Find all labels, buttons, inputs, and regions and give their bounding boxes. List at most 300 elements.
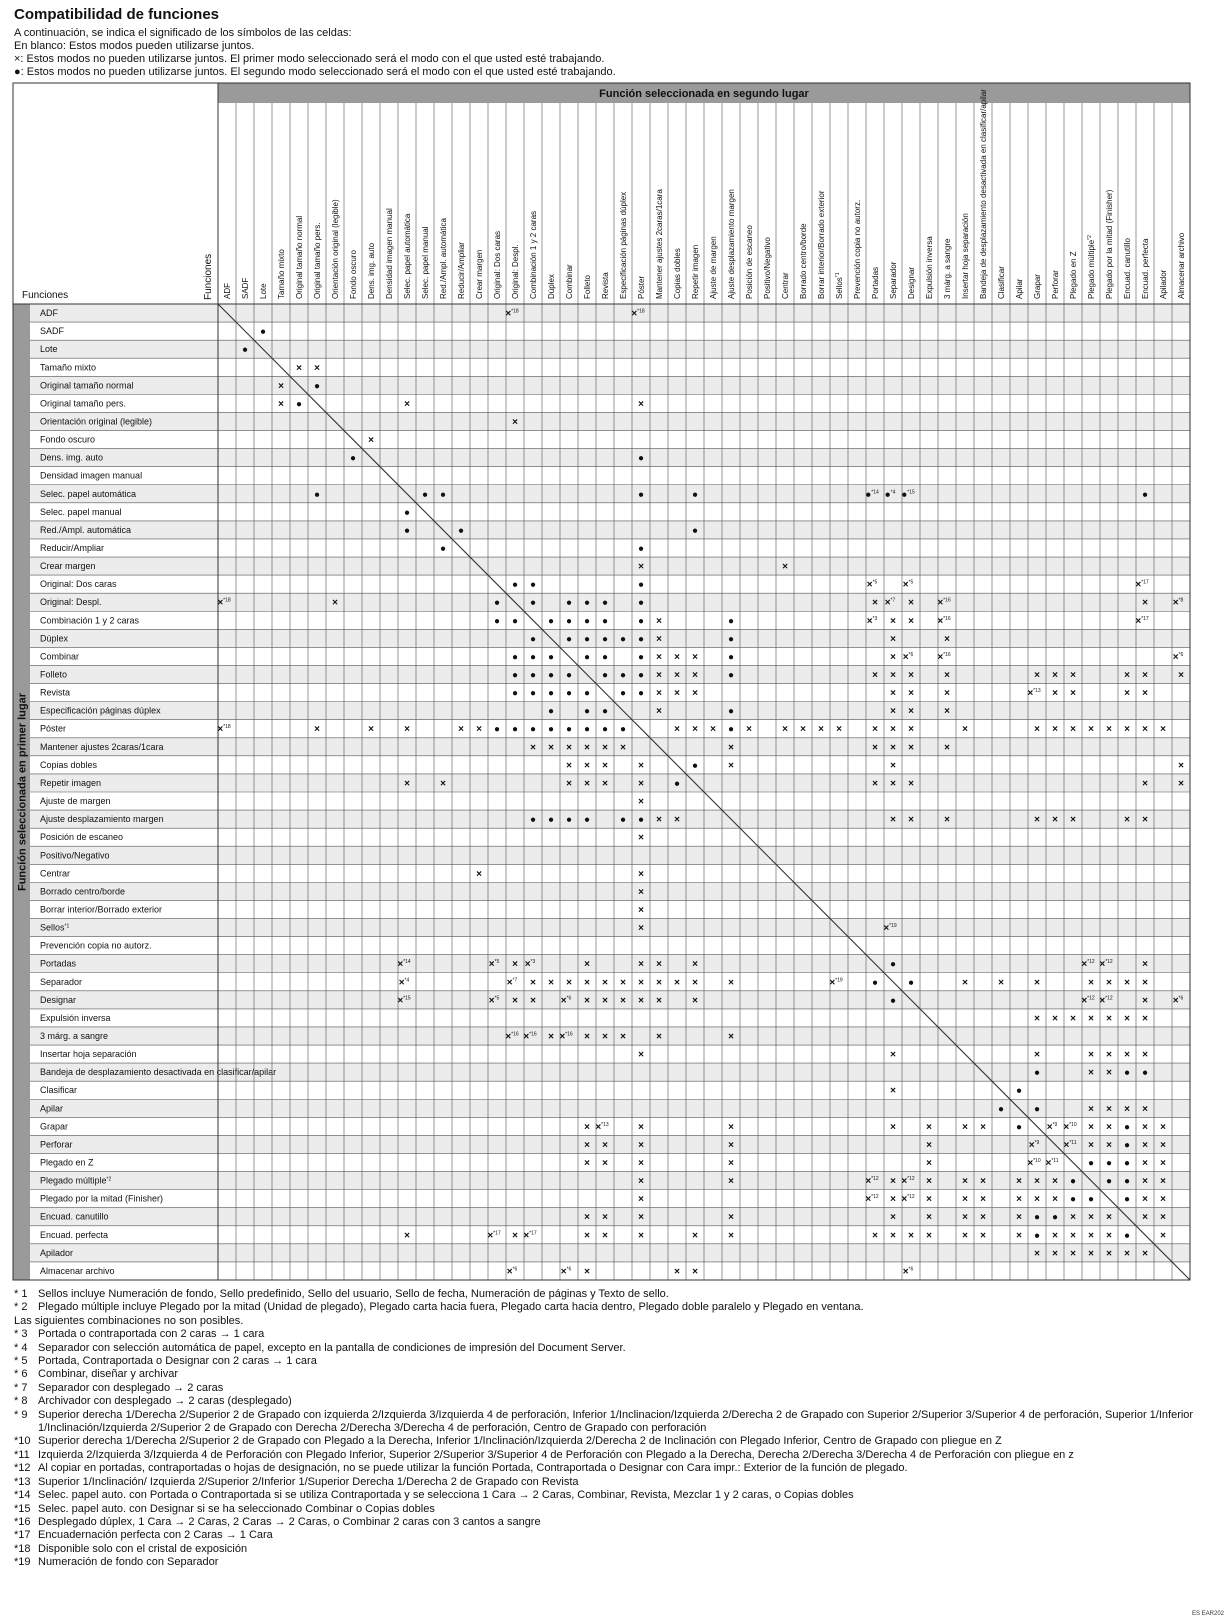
row-header-label: Ajuste de margen bbox=[40, 796, 111, 807]
matrix-cell-symbol: × bbox=[962, 977, 968, 989]
matrix-cell-symbol: × bbox=[1142, 1248, 1148, 1260]
matrix-cell-symbol: × bbox=[962, 724, 968, 736]
row-header-label: Posición de escaneo bbox=[40, 832, 124, 843]
matrix-cell-symbol: × bbox=[728, 1158, 734, 1170]
col-header-label: SADF bbox=[241, 277, 250, 299]
row-header-label: SADF bbox=[40, 326, 65, 337]
matrix-cell-symbol: ● bbox=[511, 615, 519, 627]
footnote-text: Superior 1/Inclinación/ Izquierda 2/Superior 2/Inferior 1/Superior Derecha 1/Derecha 2 de Grapado con Revista bbox=[38, 1475, 579, 1488]
matrix-cell-symbol: × bbox=[890, 670, 896, 682]
row-header-label: Original tamaño pers. bbox=[40, 398, 127, 409]
matrix-cell-symbol: × bbox=[1052, 688, 1058, 700]
row-header-label: Borrar interior/Borrado exterior bbox=[40, 904, 163, 915]
matrix-cell-symbol: × bbox=[872, 778, 878, 790]
col-header-label: Borrado centro/borde bbox=[799, 223, 808, 299]
matrix-cell-symbol: ● bbox=[1105, 1158, 1113, 1170]
matrix-cell-symbol: × bbox=[602, 742, 608, 754]
matrix-cell-symbol: × bbox=[1160, 1230, 1166, 1242]
col-header-label: Expulsión inversa bbox=[925, 236, 934, 299]
row-header-label: Folleto bbox=[40, 669, 68, 680]
matrix-cell-symbol: × bbox=[1070, 724, 1076, 736]
row-header-label: Plegado múltiple$^{*2}$ bbox=[40, 1175, 112, 1186]
matrix-cell-symbol: ×$^{*10}$ bbox=[1063, 1121, 1077, 1133]
matrix-cell-symbol: × bbox=[1106, 1121, 1112, 1133]
footnote-mark: *19 bbox=[14, 1556, 31, 1569]
matrix-cell-symbol: ×$^{*6}$ bbox=[506, 1266, 518, 1278]
matrix-cell-symbol: × bbox=[890, 706, 896, 718]
matrix-cell-symbol: ● bbox=[529, 670, 537, 682]
matrix-cell-symbol: × bbox=[584, 959, 590, 971]
matrix-cell-symbol: ×$^{*16}$ bbox=[937, 597, 951, 609]
matrix-cell-symbol: × bbox=[890, 688, 896, 700]
matrix-cell-symbol: × bbox=[404, 778, 410, 790]
matrix-cell-symbol: × bbox=[674, 1266, 680, 1278]
matrix-cell-symbol: × bbox=[1016, 1194, 1022, 1206]
row-header-label: Dúplex bbox=[40, 633, 69, 644]
matrix-cell-symbol: × bbox=[674, 688, 680, 700]
row-header-label: Separador bbox=[40, 976, 83, 987]
matrix-cell-symbol: ● bbox=[637, 543, 645, 555]
matrix-cell-symbol: × bbox=[584, 760, 590, 772]
footnote-mark: *12 bbox=[14, 1462, 31, 1475]
matrix-cell-symbol: ● bbox=[529, 814, 537, 826]
matrix-cell-symbol: × bbox=[1088, 1248, 1094, 1260]
matrix-cell-symbol: × bbox=[584, 1212, 590, 1224]
row-header-label: Apilar bbox=[40, 1103, 64, 1114]
matrix-cell-symbol: × bbox=[584, 742, 590, 754]
matrix-cell-symbol: × bbox=[908, 597, 914, 609]
matrix-cell-symbol: ×$^{*5}$ bbox=[866, 579, 878, 591]
footnote-text: Superior derecha 1/Derecha 2/Superior 2 de Grapado con Plegado a la Derecha, Inferior 1/Inclinación/Izquierda 2/Derecha 2 de Inclinación con Plegado Inferior, Centro de Grapado con pliegue en Z bbox=[38, 1435, 1002, 1448]
matrix-cell-symbol: × bbox=[890, 651, 896, 663]
matrix-cell-symbol: ● bbox=[727, 670, 735, 682]
matrix-cell-symbol: × bbox=[638, 760, 644, 772]
legend-line: ●: Estos modos no pueden utilizarse juntos. El segundo modo seleccionado será el modo con el que usted esté trabajando. bbox=[14, 66, 616, 78]
footnote-mark: * 7 bbox=[14, 1381, 28, 1394]
matrix-cell-symbol: × bbox=[1124, 670, 1130, 682]
matrix-cell-symbol: × bbox=[890, 1085, 896, 1097]
matrix-cell-symbol: × bbox=[890, 742, 896, 754]
matrix-cell-symbol: × bbox=[1106, 1013, 1112, 1025]
matrix-cell-symbol: × bbox=[926, 1139, 932, 1151]
matrix-cell-symbol: ● bbox=[1087, 1194, 1095, 1206]
matrix-cell-symbol: ● bbox=[619, 814, 627, 826]
matrix-cell-symbol: × bbox=[1160, 1212, 1166, 1224]
matrix-cell-symbol: ×$^{*11}$ bbox=[1045, 1158, 1059, 1170]
matrix-cell-symbol: ● bbox=[637, 670, 645, 682]
col-group-header: Función seleccionada en segundo lugar bbox=[599, 88, 809, 100]
matrix-cell-symbol: × bbox=[944, 814, 950, 826]
row-header-label: Dens. img. auto bbox=[40, 452, 104, 463]
matrix-cell-symbol: ×$^{*12}$ bbox=[1081, 995, 1095, 1007]
matrix-cell-symbol: × bbox=[512, 959, 518, 971]
matrix-cell-symbol: ×$^{*5}$ bbox=[902, 579, 914, 591]
matrix-cell-symbol: ● bbox=[889, 959, 897, 971]
matrix-cell-symbol: × bbox=[890, 615, 896, 627]
matrix-cell-symbol: × bbox=[1160, 1121, 1166, 1133]
footnote-text: Las siguientes combinaciones no son posibles. bbox=[14, 1314, 244, 1327]
matrix-cell-symbol: ● bbox=[259, 326, 267, 338]
matrix-cell-symbol: × bbox=[638, 1230, 644, 1242]
matrix-cell-symbol: ● bbox=[637, 597, 645, 609]
matrix-cell-symbol: × bbox=[962, 1212, 968, 1224]
matrix-cell-symbol: × bbox=[638, 1158, 644, 1170]
footnote-mark: * 9 bbox=[14, 1408, 28, 1421]
row-header-label: Prevención copia no autorz. bbox=[40, 940, 152, 951]
footnote bbox=[14, 1543, 1214, 1556]
matrix-cell-symbol: ● bbox=[691, 525, 699, 537]
footnote-mark: * 3 bbox=[14, 1328, 28, 1341]
matrix-cell-symbol: ● bbox=[1105, 1176, 1113, 1188]
matrix-cell-symbol: × bbox=[656, 615, 662, 627]
matrix-cell-symbol: × bbox=[530, 742, 536, 754]
matrix-cell-symbol: × bbox=[1052, 1176, 1058, 1188]
matrix-cell-symbol: ● bbox=[619, 688, 627, 700]
row-header-label: Combinación 1 y 2 caras bbox=[40, 615, 140, 626]
legend-line: ×: Estos modos no pueden utilizarse juntos. El primer modo seleccionado será el modo con el que usted esté trabajando. bbox=[14, 53, 605, 65]
row-header-label: Original: Despl. bbox=[40, 597, 102, 608]
col-header-label: Original: Despl. bbox=[511, 244, 520, 299]
col-header-label: Ajuste desplazamiento margen bbox=[727, 189, 736, 299]
matrix-cell-symbol: ● bbox=[403, 507, 411, 519]
matrix-cell-symbol: × bbox=[872, 670, 878, 682]
matrix-cell-symbol: ● bbox=[1123, 1067, 1131, 1079]
matrix-cell-symbol: × bbox=[1142, 597, 1148, 609]
matrix-cell-symbol: ● bbox=[349, 453, 357, 465]
matrix-cell-symbol: ×$^{*12}$ bbox=[1081, 959, 1095, 971]
footnote-mark: *17 bbox=[14, 1529, 31, 1542]
matrix-cell-symbol: ● bbox=[601, 633, 609, 645]
matrix-cell-symbol: × bbox=[692, 688, 698, 700]
matrix-cell-symbol: ×$^{*5}$ bbox=[488, 995, 500, 1007]
matrix-cell-symbol: × bbox=[1052, 1194, 1058, 1206]
row-header-label: Mantener ajustes 2caras/1cara bbox=[40, 741, 164, 752]
matrix-cell-symbol: × bbox=[566, 977, 572, 989]
matrix-cell-symbol: × bbox=[872, 724, 878, 736]
footnote bbox=[14, 1328, 1214, 1341]
matrix-cell-symbol: × bbox=[1016, 1176, 1022, 1188]
document-id: ES EAR202 bbox=[1191, 1611, 1224, 1617]
matrix-cell-symbol: × bbox=[944, 706, 950, 718]
footnote-text: Separador con selección automática de papel, excepto en la pantalla de condiciones de impresión del Document Server. bbox=[38, 1341, 626, 1354]
matrix-cell-symbol: × bbox=[584, 778, 590, 790]
matrix-cell-symbol: ● bbox=[1087, 1158, 1095, 1170]
row-header-label: Revista bbox=[40, 687, 71, 698]
matrix-cell-symbol: × bbox=[710, 724, 716, 736]
matrix-cell-symbol: × bbox=[692, 651, 698, 663]
matrix-cell-symbol: × bbox=[836, 724, 842, 736]
footnote-text: Separador con desplegado → 2 caras bbox=[38, 1381, 224, 1394]
matrix-cell-symbol: ×$^{*3}$ bbox=[524, 959, 536, 971]
footnote-text: Al copiar en portadas, contraportadas o hojas de designación, no se puede utilizar la función Portada, Contraportada o Designar con Cara impr.: Exterior de la función de plegado. bbox=[38, 1462, 908, 1475]
matrix-cell-symbol: ● bbox=[583, 706, 591, 718]
matrix-cell-symbol: × bbox=[1106, 1212, 1112, 1224]
matrix-cell-symbol: ×$^{*9}$ bbox=[1028, 1139, 1040, 1151]
row-header-label: Bandeja de desplazamiento desactivada en clasificar/apilar bbox=[40, 1067, 277, 1078]
matrix-cell-symbol: ● bbox=[1069, 1176, 1077, 1188]
matrix-cell-symbol: × bbox=[1142, 1121, 1148, 1133]
row-header-label: Densidad imagen manual bbox=[40, 470, 143, 481]
footnote bbox=[14, 1476, 1214, 1489]
matrix-cell-symbol: × bbox=[1142, 977, 1148, 989]
footnote-text: Combinar, diseñar y archivar bbox=[38, 1368, 179, 1381]
matrix-cell-symbol: × bbox=[692, 959, 698, 971]
col-header-label: Lote bbox=[259, 283, 268, 299]
matrix-cell-symbol: × bbox=[620, 995, 626, 1007]
col-header-label: Sellos$^{*1}$ bbox=[835, 272, 844, 299]
matrix-cell-symbol: × bbox=[530, 977, 536, 989]
matrix-cell-symbol: ● bbox=[1033, 1067, 1041, 1079]
footnote bbox=[14, 1462, 1214, 1475]
matrix-cell-symbol: × bbox=[584, 1121, 590, 1133]
matrix-cell-symbol: ● bbox=[601, 615, 609, 627]
footnote-text: Archivador con desplegado → 2 caras (desplegado) bbox=[38, 1395, 292, 1408]
matrix-cell-symbol: × bbox=[314, 362, 320, 374]
matrix-cell-symbol: × bbox=[638, 868, 644, 880]
matrix-cell-symbol: × bbox=[926, 1212, 932, 1224]
matrix-cell-symbol: × bbox=[602, 1158, 608, 1170]
matrix-cell-symbol: × bbox=[872, 597, 878, 609]
matrix-cell-symbol: ● bbox=[727, 724, 735, 736]
matrix-cell-symbol: × bbox=[1106, 1230, 1112, 1242]
matrix-cell-symbol: ● bbox=[493, 597, 501, 609]
matrix-cell-symbol: × bbox=[1142, 670, 1148, 682]
matrix-cell-symbol: × bbox=[656, 688, 662, 700]
matrix-cell-symbol: × bbox=[584, 1230, 590, 1242]
matrix-cell-symbol: ● bbox=[1123, 1176, 1131, 1188]
col-header-label: Borrar interior/Borrado exterior bbox=[817, 190, 826, 299]
row-header-label: Reducir/Ampliar bbox=[40, 543, 105, 553]
col-header-label: Tamaño mixto bbox=[277, 249, 286, 299]
matrix-cell-symbol: × bbox=[656, 959, 662, 971]
footnote-text: Izquierda 2/Izquierda 3/Izquierda 4 de Perforación con Plegado Inferior, Superior 2/Superior 3/Superior 4 de Perforación con Plegado a la Derecha, Derecha 2/Derecha 3/Derecha 4 de Perforación con pliegue en z bbox=[38, 1448, 1074, 1461]
matrix-cell-symbol: × bbox=[602, 977, 608, 989]
matrix-cell-symbol: × bbox=[692, 995, 698, 1007]
matrix-cell-symbol: ● bbox=[1123, 1121, 1131, 1133]
matrix-cell-symbol: × bbox=[584, 1031, 590, 1043]
matrix-cell-symbol: × bbox=[1088, 724, 1094, 736]
matrix-cell-symbol: ● bbox=[727, 615, 735, 627]
col-header-label: Combinación 1 y 2 caras bbox=[529, 210, 538, 299]
row-header-label: Original tamaño normal bbox=[40, 380, 134, 391]
footnote-mark: * 4 bbox=[14, 1341, 28, 1354]
row-header-label: Selec. papel manual bbox=[40, 506, 122, 517]
matrix-cell-symbol: ×$^{*3}$ bbox=[866, 615, 878, 627]
matrix-cell-symbol: × bbox=[1106, 1049, 1112, 1061]
matrix-cell-symbol: × bbox=[638, 832, 644, 844]
matrix-cell-symbol: × bbox=[872, 742, 878, 754]
matrix-cell-symbol: ×$^{*13}$ bbox=[595, 1121, 609, 1133]
matrix-cell-symbol: × bbox=[656, 977, 662, 989]
matrix-cell-symbol: ×$^{*16}$ bbox=[559, 1031, 573, 1043]
matrix-cell-symbol: × bbox=[962, 1176, 968, 1188]
matrix-cell-symbol: × bbox=[908, 1230, 914, 1242]
matrix-cell-symbol: ● bbox=[691, 489, 699, 501]
matrix-cell-symbol: × bbox=[728, 1139, 734, 1151]
matrix-cell-symbol: ×$^{*12}$ bbox=[1099, 995, 1113, 1007]
matrix-cell-symbol: ● bbox=[619, 633, 627, 645]
col-header-label: Prevención copia no autorz. bbox=[853, 199, 862, 299]
footnote-mark: * 5 bbox=[14, 1355, 28, 1368]
matrix-cell-symbol: × bbox=[746, 724, 752, 736]
matrix-cell-symbol: × bbox=[1178, 760, 1184, 772]
matrix-cell-symbol: × bbox=[602, 760, 608, 772]
col-header-label: Plegado múltiple$^{*2}$ bbox=[1087, 235, 1096, 299]
matrix-cell-symbol: × bbox=[962, 1230, 968, 1242]
matrix-cell-symbol: × bbox=[1142, 814, 1148, 826]
row-header-label: Encuad. perfecta bbox=[40, 1229, 109, 1240]
matrix-cell-symbol: × bbox=[638, 1049, 644, 1061]
matrix-cell-symbol: × bbox=[584, 995, 590, 1007]
matrix-cell-symbol: × bbox=[1052, 814, 1058, 826]
footnote bbox=[14, 1556, 1214, 1569]
matrix-cell-symbol: ×$^{*6}$ bbox=[560, 1266, 572, 1278]
matrix-cell-symbol: × bbox=[1106, 1248, 1112, 1260]
matrix-cell-symbol: × bbox=[1088, 1121, 1094, 1133]
matrix-cell-symbol: ● bbox=[1123, 1139, 1131, 1151]
matrix-cell-symbol: ● bbox=[673, 778, 681, 790]
matrix-cell-symbol: × bbox=[908, 615, 914, 627]
col-header-label: Selec. papel manual bbox=[421, 226, 430, 299]
row-header-label: Crear margen bbox=[40, 561, 96, 572]
row-header-label: Sellos$^{*1}$ bbox=[40, 922, 70, 933]
matrix-cell-symbol: × bbox=[1034, 670, 1040, 682]
matrix-cell-symbol: × bbox=[1034, 1013, 1040, 1025]
row-header-label: Grapar bbox=[40, 1121, 69, 1132]
page-title: Compatibilidad de funciones bbox=[14, 6, 220, 23]
matrix-cell-symbol: × bbox=[1142, 1212, 1148, 1224]
matrix-cell-symbol: ● bbox=[727, 633, 735, 645]
matrix-cell-symbol: × bbox=[620, 1031, 626, 1043]
matrix-cell-symbol: × bbox=[566, 778, 572, 790]
row-header-label: Combinar bbox=[40, 651, 80, 662]
col-header-label: Original tamaño normal bbox=[295, 215, 304, 299]
matrix-cell-symbol: × bbox=[1088, 1139, 1094, 1151]
col-header-label: Orientación original (legible) bbox=[331, 199, 340, 299]
matrix-cell-symbol: ● bbox=[511, 579, 519, 591]
col-header-label: Plegado en Z bbox=[1069, 251, 1078, 299]
col-header-label: Portadas bbox=[871, 266, 880, 299]
matrix-cell-symbol: ×$^{*6}$ bbox=[1172, 995, 1184, 1007]
matrix-cell-symbol: ● bbox=[511, 670, 519, 682]
footnote bbox=[14, 1342, 1214, 1355]
matrix-cell-symbol: ● bbox=[691, 760, 699, 772]
matrix-cell-symbol: × bbox=[602, 1031, 608, 1043]
matrix-cell-symbol: × bbox=[1142, 1194, 1148, 1206]
matrix-cell-symbol: ● bbox=[1123, 1230, 1131, 1242]
col-header-label: Especificación páginas dúplex bbox=[619, 191, 628, 299]
matrix-cell-symbol: × bbox=[656, 633, 662, 645]
row-header-label: ADF bbox=[40, 308, 58, 319]
matrix-cell-symbol: × bbox=[638, 886, 644, 898]
footnote bbox=[14, 1503, 1214, 1516]
footnote bbox=[14, 1489, 1214, 1502]
matrix-cell-symbol: × bbox=[1070, 1013, 1076, 1025]
matrix-cell-symbol: × bbox=[944, 670, 950, 682]
col-header-label: Grapar bbox=[1033, 274, 1042, 299]
col-header-label: Plegado por la mitad (Finisher) bbox=[1105, 189, 1114, 299]
matrix-cell-symbol: × bbox=[890, 778, 896, 790]
col-header-label: Clasificar bbox=[997, 266, 1006, 299]
matrix-cell-symbol: ● bbox=[1051, 1212, 1059, 1224]
row-header-label: Repetir imagen bbox=[40, 777, 102, 788]
footnote-text: Portada, Contraportada o Designar con 2 caras → 1 cara bbox=[38, 1355, 317, 1368]
matrix-cell-symbol: × bbox=[602, 1212, 608, 1224]
matrix-cell-symbol: × bbox=[818, 724, 824, 736]
matrix-cell-symbol: × bbox=[890, 724, 896, 736]
matrix-cell-symbol: ● bbox=[637, 814, 645, 826]
matrix-cell-symbol: × bbox=[1034, 724, 1040, 736]
row-header-label: Original: Dos caras bbox=[40, 579, 117, 590]
col-header-label: Reducir/Ampliar bbox=[457, 242, 466, 299]
matrix-cell-symbol: × bbox=[476, 868, 482, 880]
col-header-label: Bandeja de desplazamiento desactivada en clasificar/apilar bbox=[979, 89, 988, 299]
matrix-cell-symbol: × bbox=[1124, 1103, 1130, 1115]
matrix-cell-symbol: × bbox=[1088, 1067, 1094, 1079]
matrix-cell-symbol: × bbox=[638, 1176, 644, 1188]
matrix-cell-symbol: × bbox=[1070, 670, 1076, 682]
matrix-cell-symbol: × bbox=[620, 742, 626, 754]
matrix-cell-symbol: × bbox=[1034, 1176, 1040, 1188]
matrix-cell-symbol: × bbox=[656, 706, 662, 718]
row-header-label: Especificación páginas dúplex bbox=[40, 705, 161, 716]
matrix-cell-symbol: ● bbox=[583, 688, 591, 700]
matrix-cell-symbol: ● bbox=[727, 706, 735, 718]
matrix-cell-symbol: ×$^{*12}$ bbox=[1099, 959, 1113, 971]
matrix-cell-symbol: × bbox=[908, 814, 914, 826]
matrix-cell-symbol: ● bbox=[637, 453, 645, 465]
col-header-label: Póster bbox=[637, 275, 646, 299]
col-header-label: Original: Dos caras bbox=[493, 230, 502, 299]
row-header-label: Almacenar archivo bbox=[40, 1265, 115, 1276]
matrix-cell-symbol: × bbox=[1088, 1212, 1094, 1224]
matrix-cell-symbol: ● bbox=[529, 579, 537, 591]
matrix-cell-symbol: ● bbox=[1069, 1194, 1077, 1206]
matrix-cell-symbol: ● bbox=[601, 670, 609, 682]
matrix-cell-symbol: ×$^{*18}$ bbox=[217, 724, 231, 736]
matrix-cell-symbol: × bbox=[620, 977, 626, 989]
matrix-cell-symbol: × bbox=[1052, 1230, 1058, 1242]
matrix-cell-symbol: × bbox=[638, 1212, 644, 1224]
matrix-cell-symbol: × bbox=[602, 1230, 608, 1242]
matrix-cell-symbol: ×$^{*17}$ bbox=[1135, 579, 1149, 591]
matrix-cell-symbol: × bbox=[656, 670, 662, 682]
matrix-cell-symbol: ● bbox=[601, 651, 609, 663]
matrix-cell-symbol: × bbox=[404, 724, 410, 736]
matrix-cell-symbol: ● bbox=[1033, 1230, 1041, 1242]
matrix-cell-symbol: × bbox=[1016, 1212, 1022, 1224]
matrix-cell-symbol: × bbox=[890, 1049, 896, 1061]
matrix-cell-symbol: × bbox=[584, 1158, 590, 1170]
matrix-cell-symbol: ×$^{*16}$ bbox=[937, 615, 951, 627]
matrix-cell-symbol: × bbox=[890, 1176, 896, 1188]
matrix-cell-symbol: ×$^{*6}$ bbox=[560, 995, 572, 1007]
matrix-cell-symbol: × bbox=[1178, 670, 1184, 682]
row-header-label: Copias dobles bbox=[40, 759, 98, 770]
row-header-label: Designar bbox=[40, 994, 77, 1005]
footnote bbox=[14, 1301, 1214, 1314]
matrix-cell-symbol: × bbox=[1034, 977, 1040, 989]
matrix-cell-symbol: ×$^{*7}$ bbox=[884, 597, 896, 609]
matrix-cell-symbol: ● bbox=[1141, 1067, 1149, 1079]
matrix-cell-symbol: ● bbox=[241, 344, 249, 356]
matrix-cell-symbol: × bbox=[692, 977, 698, 989]
matrix-cell-symbol: ● bbox=[421, 489, 429, 501]
matrix-cell-symbol: × bbox=[872, 1230, 878, 1242]
matrix-cell-symbol: ×$^{*13}$ bbox=[1027, 688, 1041, 700]
matrix-cell-symbol: × bbox=[404, 1230, 410, 1242]
matrix-cell-symbol: ×$^{*9}$ bbox=[1046, 1121, 1058, 1133]
